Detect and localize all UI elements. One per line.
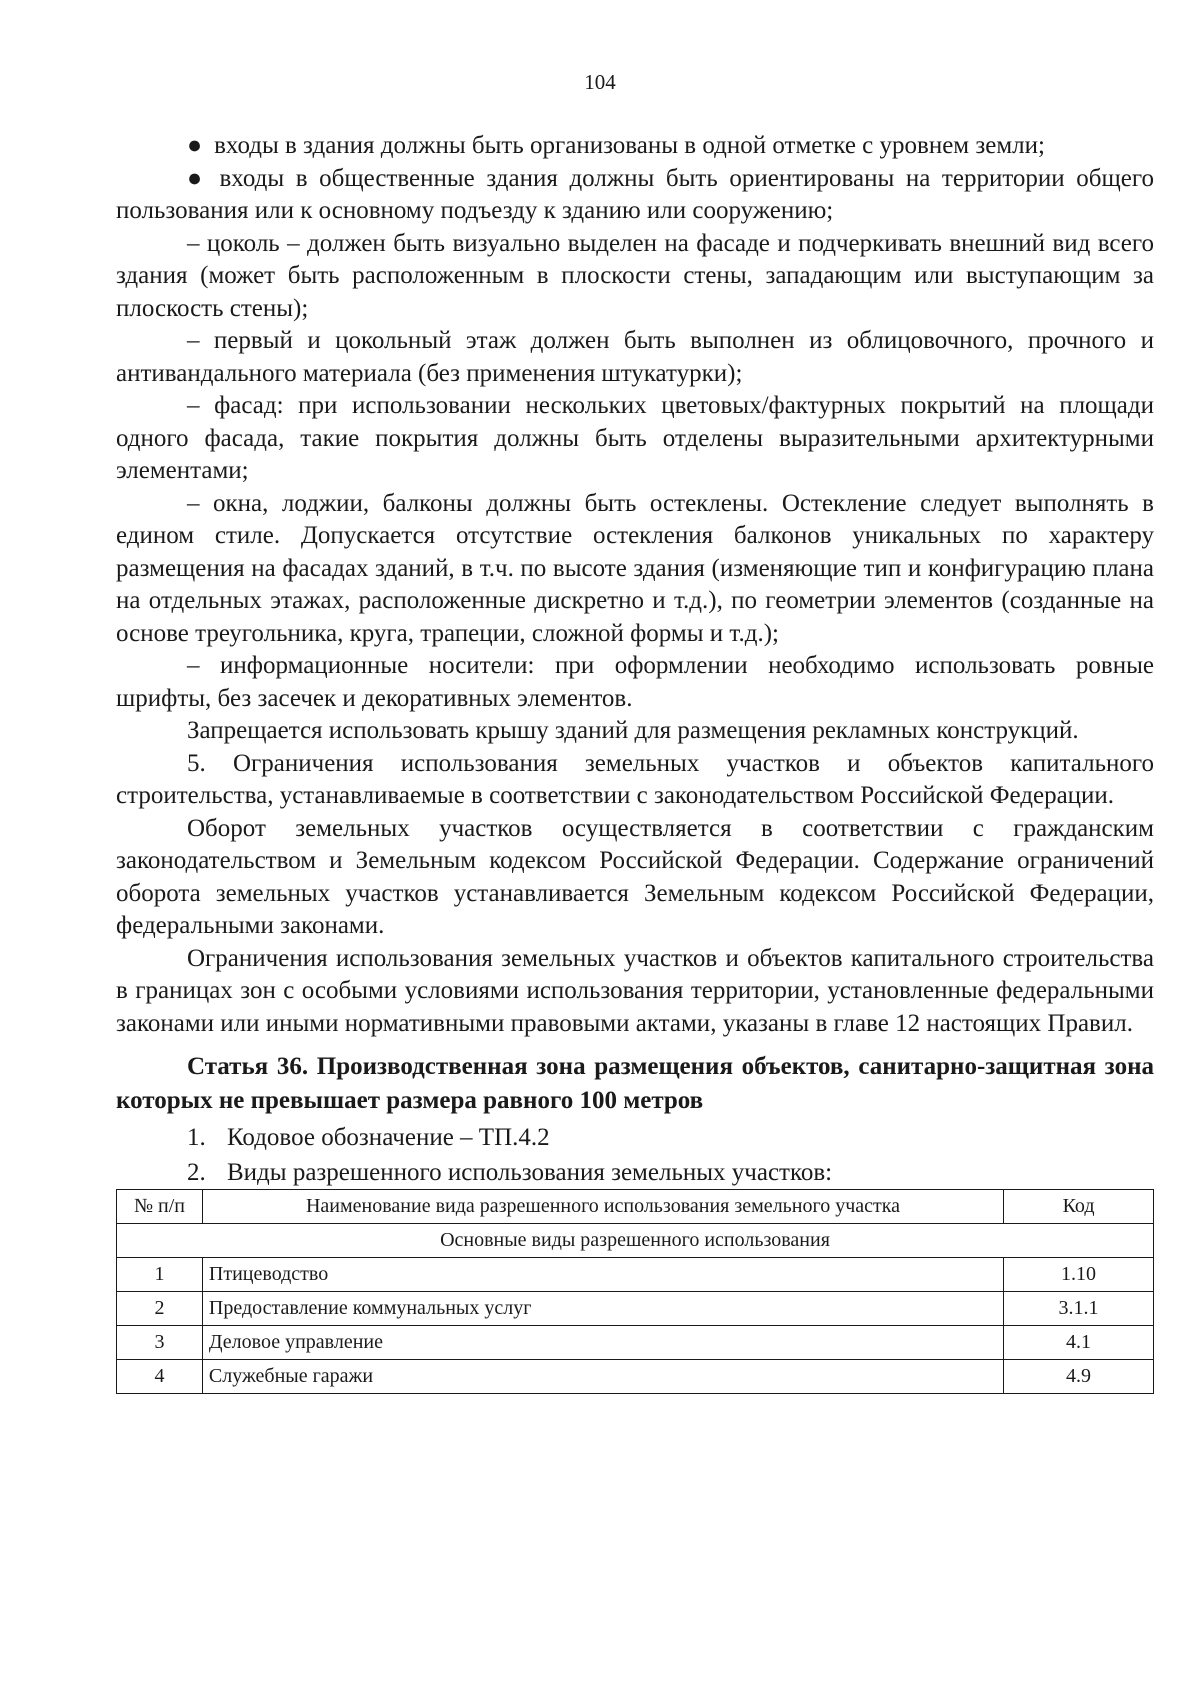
table-row	[117, 1257, 1154, 1291]
table-row	[117, 1325, 1154, 1359]
bullet-icon: ●	[187, 132, 203, 159]
use-code: 4.1	[1004, 1325, 1154, 1359]
use-code: 3.1.1	[1004, 1291, 1154, 1325]
dash-paragraph: – фасад: при использовании нескольких цветовых/фактурных покрытий на площади одного фасада, такие покрытия должны быть отделены выразительными архитектурными элементами;	[116, 392, 1154, 484]
bullet-paragraph: ● входы в общественные здания должны быть ориентированы на территории общего пользования или к основному подъезду к зданию или сооружению;	[116, 164, 1154, 224]
dash-paragraph: – цоколь – должен быть визуально выделен на фасаде и подчеркивать внешний вид всего здания (может быть расположенным в плоскости стены, западающим или выступающим за плоскость стены);	[116, 229, 1154, 322]
use-code: 1.10	[1004, 1257, 1154, 1291]
paragraph: 5. Ограничения использования земельных участков и объектов капитального строительства, устанавливаемые в соответствии с законодательством Российской Федерации.	[116, 749, 1154, 809]
use-code: 4.9	[1004, 1359, 1154, 1393]
column-header: № п/п	[117, 1189, 203, 1223]
bullet-paragraph: ● входы в здания должны быть организованы в одной отметке с уровнем земли;	[187, 132, 1045, 159]
row-number: 4	[117, 1359, 203, 1393]
article-heading: Статья 36. Производственная зона размещения объектов, санитарно-защитная зона которых не превышает размера равного 100 метров	[116, 1053, 1154, 1114]
dash-paragraph: – информационные носители: при оформлении необходимо использовать ровные шрифты, без засечек и декоративных элементов.	[116, 652, 1154, 712]
document-body	[116, 130, 1154, 1394]
list-item: 1. Кодовое обозначение – ТП.4.2	[187, 1124, 550, 1151]
table-row	[117, 1359, 1154, 1393]
use-name: Птицеводство	[202, 1257, 1003, 1291]
paragraph: Оборот земельных участков осуществляется в соответствии с гражданским законодательством и Земельным кодексом Российской Федерации. Содержание ограничений оборота земельных участков устанавливается Земельным кодексом Российской Федерации, федеральными законами.	[116, 814, 1154, 939]
page-number: 104	[584, 70, 616, 94]
row-number: 3	[117, 1325, 203, 1359]
list-item: 2. Виды разрешенного использования земельных участков:	[187, 1158, 833, 1186]
paragraph: Ограничения использования земельных участков и объектов капитального строительства в границах зон с особыми условиями использования территории, установленные федеральными законами или иными нормативными правовыми актами, указаны в главе 12 настоящих Правил.	[116, 944, 1154, 1037]
row-number: 2	[117, 1291, 203, 1325]
section-title: Основные виды разрешенного использования	[117, 1223, 1154, 1257]
use-name: Деловое управление	[202, 1325, 1003, 1359]
permitted-uses-table	[116, 1189, 1154, 1394]
row-number: 1	[117, 1257, 203, 1291]
dash-paragraph: – первый и цокольный этаж должен быть выполнен из облицовочного, прочного и антивандального материала (без применения штукатурки);	[116, 327, 1154, 387]
table-row	[117, 1291, 1154, 1325]
column-header: Наименование вида разрешенного использования земельного участка	[202, 1189, 1003, 1223]
use-name: Предоставление коммунальных услуг	[202, 1291, 1003, 1325]
column-header: Код	[1004, 1189, 1154, 1223]
dash-paragraph: – окна, лоджии, балконы должны быть остеклены. Остекление следует выполнять в едином стиле. Допускается отсутствие остекления балконов уникальных по характеру размещения на фасадах зданий, в т.ч. по высоте здания (изменяющие тип и конфигурацию плана на отдельных этажах, расположенные дискретно и т.д.), по геометрии элементов (созданные на основе треугольника, круга, трапеции, сложной формы и т.д.);	[116, 489, 1154, 647]
table-header-row	[117, 1189, 1154, 1223]
paragraph: Запрещается использовать крышу зданий для размещения рекламных конструкций.	[187, 717, 1079, 744]
use-name: Служебные гаражи	[202, 1359, 1003, 1393]
table-section-row	[117, 1223, 1154, 1257]
bullet-icon: ●	[187, 164, 208, 192]
